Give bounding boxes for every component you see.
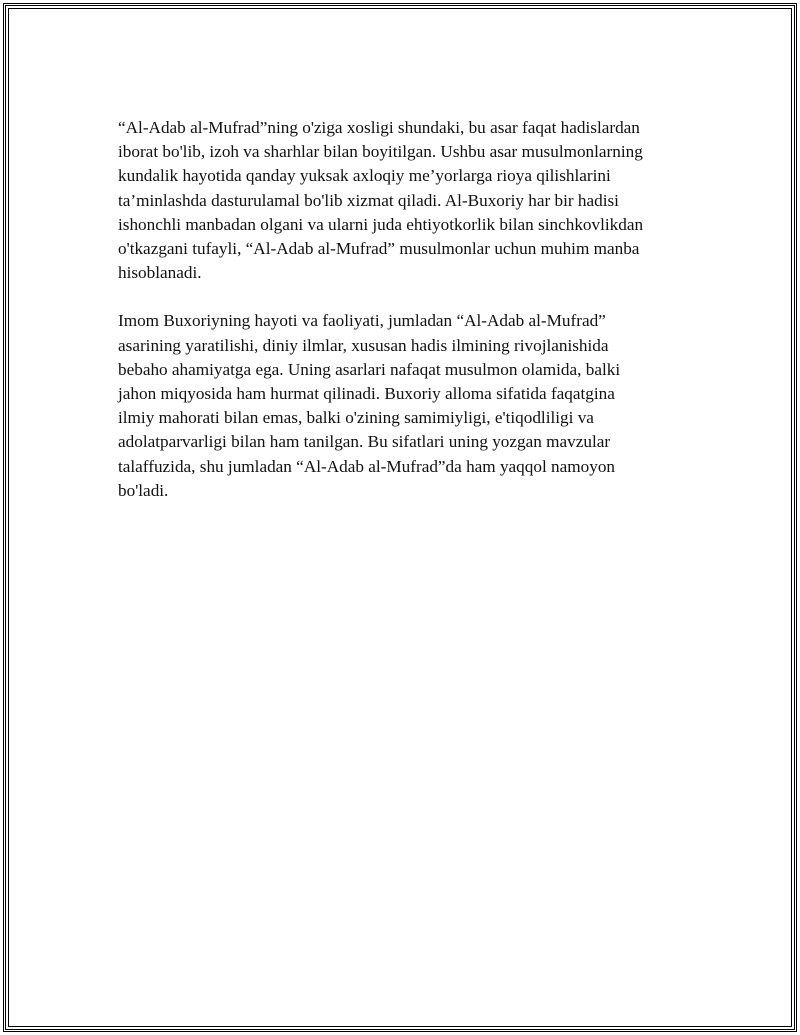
text-line: ishonchli manbadan olgani va ularni juda ehtiyotkorlik bilan sinchkovlikdan xyxy=(118,214,644,234)
text-line: Imom Buxoriyning hayoti va faoliyati, jumladan “Al-Adab al-Mufrad” xyxy=(118,311,606,331)
paragraph-1 xyxy=(118,116,688,285)
paragraph-2 xyxy=(118,309,688,503)
text-line: o'tkazgani tufayli, “Al-Adab al-Mufrad” musulmonlar uchun muhim manba xyxy=(118,239,640,259)
text-line: kundalik hayotida qanday yuksak axloqiy me’yorlarga rioya qilishlarini xyxy=(118,166,611,186)
text-line: talaffuzida, shu jumladan “Al-Adab al-Mufrad”da ham yaqqol namoyon xyxy=(118,456,616,476)
text-line: hisoblanadi. xyxy=(118,263,202,283)
document-body xyxy=(118,116,688,527)
text-line: ta’minlashda dasturulamal bo'lib xizmat qiladi. Al-Buxoriy har bir hadisi xyxy=(118,190,619,210)
text-line: ilmiy mahorati bilan emas, balki o'zining samimiyligi, e'tiqodliligi va xyxy=(118,408,594,428)
text-line: bebaho ahamiyatga ega. Uning asarlari nafaqat musulmon olamida, balki xyxy=(118,359,621,379)
text-line: asarining yaratilishi, diniy ilmlar, xususan hadis ilmining rivojlanishida xyxy=(118,335,609,355)
text-line: adolatparvarligi bilan ham tanilgan. Bu sifatlari uning yozgan mavzular xyxy=(118,432,611,452)
text-line: bo'ladi. xyxy=(118,480,169,500)
text-line: “Al-Adab al-Mufrad”ning o'ziga xosligi shundaki, bu asar faqat hadislardan xyxy=(118,118,640,137)
text-line: jahon miqyosida ham hurmat qilinadi. Buxoriy alloma sifatida faqatgina xyxy=(118,384,615,404)
text-line: iborat bo'lib, izoh va sharhlar bilan boyitilgan. Ushbu asar musulmonlarning xyxy=(118,142,643,162)
